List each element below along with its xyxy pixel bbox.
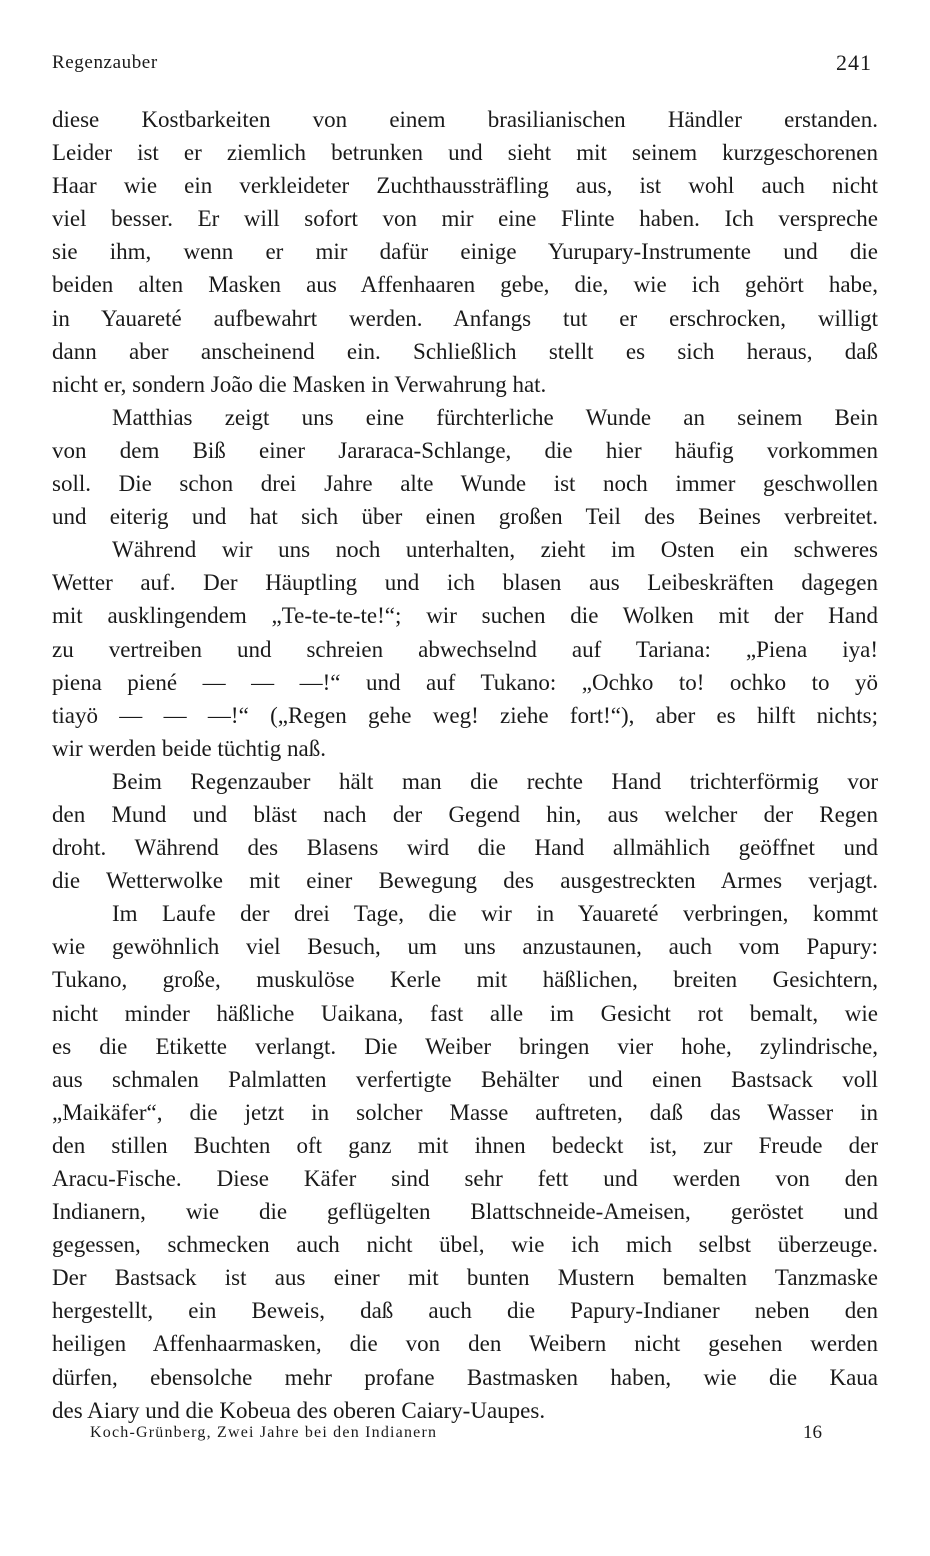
text-line: Aracu-Fische. Diese Käfer sind sehr fett und werden von den bbox=[52, 1166, 878, 1191]
text-line: zu vertreiben und schreien abwechselnd auf Tariana: „Piena iya! bbox=[52, 636, 878, 662]
sheet-number: 16 bbox=[803, 1422, 822, 1443]
text-line: und eiterig und hat sich über einen großen Teil des Beines verbreitet. bbox=[52, 504, 878, 530]
text-line: dürfen, ebensolche mehr profane Bastmasken haben, wie die Kaua bbox=[52, 1364, 878, 1390]
text-line: nicht er, sondern João die Masken in Verwahrung hat. bbox=[52, 371, 547, 397]
text-line: in Yauareté aufbewahrt werden. Anfangs tut er erschrocken, willigt bbox=[52, 305, 878, 331]
text-line: es die Etikette verlangt. Die Weiber bringen vier hohe, zylindrische, bbox=[52, 1033, 878, 1059]
text-line: des Aiary und die Kobeua des oberen Caiary-Uaupes. bbox=[52, 1397, 546, 1423]
text-line: Tukano, große, muskulöse Kerle mit häßlichen, breiten Gesichtern, bbox=[52, 967, 878, 993]
running-head bbox=[52, 52, 872, 78]
page-footer bbox=[90, 1424, 822, 1448]
text-line: viel besser. Er will sofort von mir eine Flinte haben. Ich verspreche bbox=[52, 206, 878, 232]
text-line: dann aber anscheinend ein. Schließlich stellt es sich heraus, daß bbox=[52, 338, 878, 364]
text-line: Matthias zeigt uns eine fürchterliche Wunde an seinem Bein bbox=[112, 404, 878, 430]
text-line: droht. Während des Blasens wird die Hand allmählich geöffnet und bbox=[52, 835, 878, 861]
text-line: soll. Die schon drei Jahre alte Wunde ist noch immer geschwollen bbox=[52, 471, 878, 497]
text-line: wie gewöhnlich viel Besuch, um uns anzustaunen, auch vom Papury: bbox=[52, 934, 878, 960]
text-line: aus schmalen Palmlatten verfertigte Behälter und einen Bastsack voll bbox=[52, 1066, 878, 1092]
text-line: Haar wie ein verkleideter Zuchthaussträfling aus, ist wohl auch nicht bbox=[52, 173, 878, 199]
text-line: Im Laufe der drei Tage, die wir in Yauareté verbringen, kommt bbox=[112, 901, 878, 927]
text-line: Leider ist er ziemlich betrunken und sieht mit seinem kurzgeschorenen bbox=[52, 140, 878, 166]
signature-credit: Koch-Grünberg, Zwei Jahre bei den Indianern bbox=[90, 1424, 438, 1441]
page-number: 241 bbox=[836, 50, 872, 75]
text-line: sie ihm, wenn er mir dafür einige Yurupary-Instrumente und die bbox=[52, 239, 878, 265]
text-line: piena piené — — —!“ und auf Tukano: „Ochko to! ochko to yö bbox=[52, 669, 878, 695]
text-line: diese Kostbarkeiten von einem brasilianischen Händler erstanden. bbox=[52, 107, 878, 132]
text-line: tiayö — — —!“ („Regen gehe weg! ziehe fort!“), aber es hilft nichts; bbox=[52, 702, 878, 728]
text-line: den Mund und bläst nach der Gegend hin, aus welcher der Regen bbox=[52, 801, 878, 827]
body-text bbox=[52, 103, 878, 1427]
text-line: mit ausklingendem „Te-te-te-te!“; wir suchen die Wolken mit der Hand bbox=[52, 603, 878, 629]
text-line: Während wir uns noch unterhalten, zieht im Osten ein schweres bbox=[112, 537, 878, 563]
text-line: hergestellt, ein Beweis, daß auch die Papury-Indianer neben den bbox=[52, 1298, 878, 1324]
text-line: von dem Biß einer Jararaca-Schlange, die hier häufig vorkommen bbox=[52, 437, 878, 463]
text-line: Der Bastsack ist aus einer mit bunten Mustern bemalten Tanzmaske bbox=[52, 1265, 878, 1291]
text-line: die Wetterwolke mit einer Bewegung des ausgestreckten Armes verjagt. bbox=[52, 868, 878, 894]
running-title: Regenzauber bbox=[52, 52, 158, 73]
text-line: „Maikäfer“, die jetzt in solcher Masse auftreten, daß das Wasser in bbox=[52, 1099, 878, 1125]
text-line: wir werden beide tüchtig naß. bbox=[52, 735, 326, 761]
text-line: beiden alten Masken aus Affenhaaren gebe, die, wie ich gehört habe, bbox=[52, 272, 878, 298]
text-line: den stillen Buchten oft ganz mit ihnen bedeckt ist, zur Freude der bbox=[52, 1132, 878, 1158]
text-line: Wetter auf. Der Häuptling und ich blasen aus Leibeskräften dagegen bbox=[52, 570, 878, 596]
text-line: Beim Regenzauber hält man die rechte Hand trichterförmig vor bbox=[112, 768, 878, 794]
text-line: Indianern, wie die geflügelten Blattschneide-Ameisen, geröstet und bbox=[52, 1199, 878, 1225]
text-line: gegessen, schmecken auch nicht übel, wie ich mich selbst überzeuge. bbox=[52, 1232, 878, 1258]
text-line: nicht minder häßliche Uaikana, fast alle im Gesicht rot bemalt, wie bbox=[52, 1000, 878, 1026]
text-line: heiligen Affenhaarmasken, die von den Weibern nicht gesehen werden bbox=[52, 1331, 878, 1357]
